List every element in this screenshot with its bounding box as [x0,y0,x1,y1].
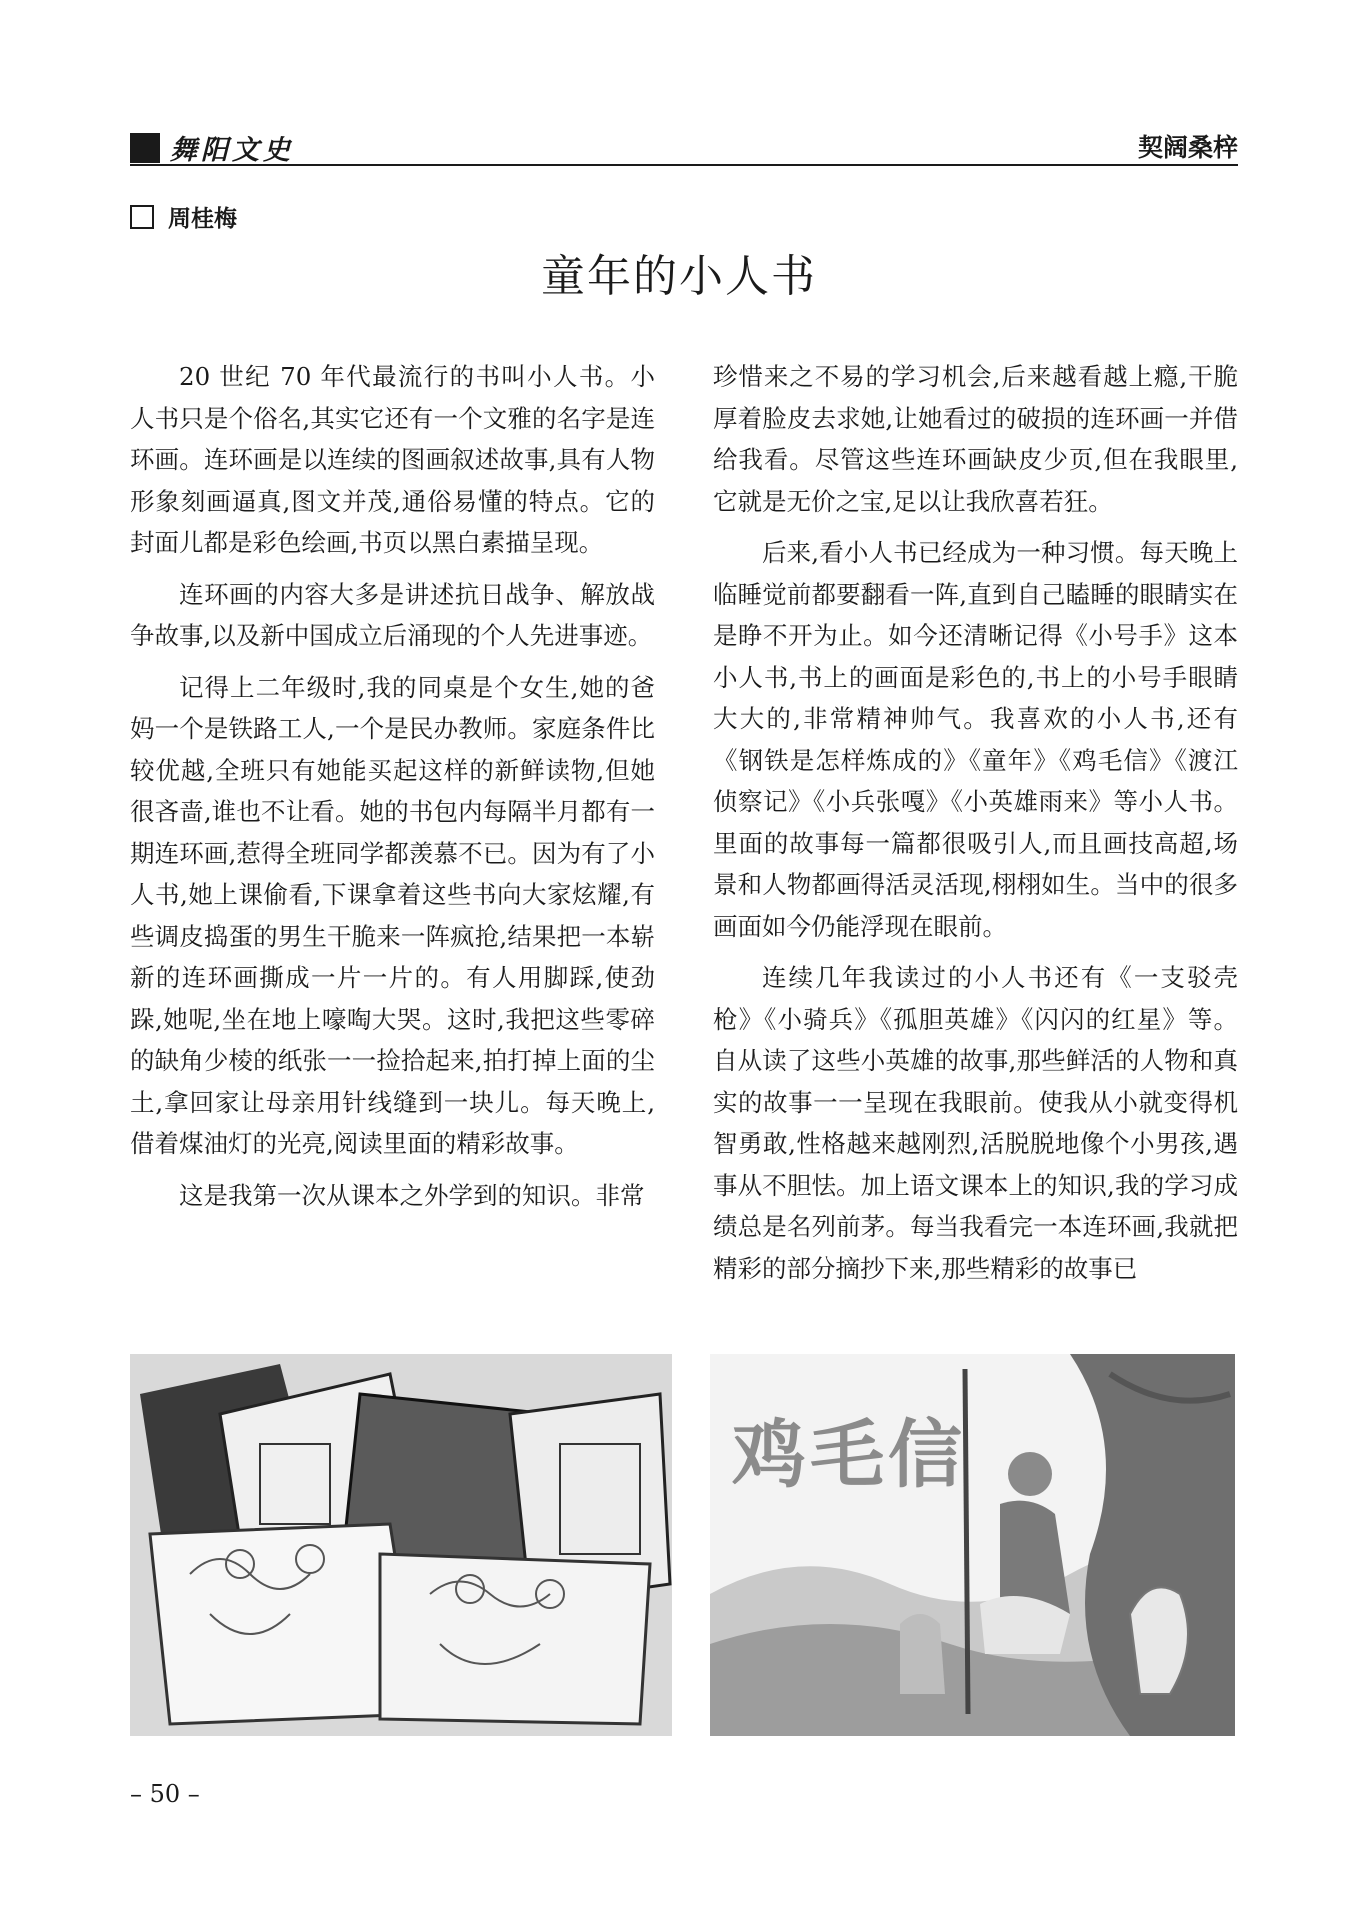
header-section [130,128,294,167]
author-box-icon [130,205,154,229]
page-number: – 50 – [130,1780,200,1808]
right-column [713,356,1238,1299]
paragraph: 后来,看小人书已经成为一种习惯。每天晚上临睡觉前都要翻看一阵,直到自己瞌睡的眼睛实在是睁不开为止。如今还清晰记得《小号手》这本小人书,书上的画面是彩色的,书上的小号手眼睛大大的,非常精神帅气。我喜欢的小人书,还有《钢铁是怎样炼成的》《童年》《鸡毛信》《渡江侦察记》《小兵张嘎》《小英雄雨来》等小人书。里面的故事每一篇都很吸引人,而且画技高超,场景和人物都画得活灵活现,栩栩如生。当中的很多画面如今仍能浮现在眼前。 [713,538,1238,941]
author-line [130,200,237,233]
paragraph: 记得上二年级时,我的同桌是个女生,她的爸妈一个是铁路工人,一个是民办教师。家庭条件比较优越,全班只有她能买起这样的新鲜读物,但她很吝啬,谁也不让看。她的书包内每隔半月都有一期连环画,惹得全班同学都羡慕不已。因为有了小人书,她上课偷看,下课拿着这些书向大家炫耀,有些调皮捣蛋的男生干脆来一阵疯抢,结果把一本崭新的连环画撕成一片一片的。有人用脚踩,使劲跺,她呢,坐在地上嚎啕大哭。这时,我把这些零碎的缺角少棱的纸张一一捡拾起来,拍打掉上面的尘土,拿回家让母亲用针线缝到一块儿。每天晚上,借着煤油灯的光亮,阅读里面的精彩故事。 [130,672,655,1158]
chicken-feather-letter-cover [710,1354,1235,1736]
cover-caption: 鸡毛信 [732,1412,966,1498]
paragraph: 这是我第一次从课本之外学到的知识。非常 [179,1180,645,1210]
section-title: 舞阳文史 [170,135,294,166]
section-square-icon [130,133,160,163]
left-column [130,356,655,1226]
header-divider [130,164,1238,166]
author-name: 周桂梅 [168,206,237,232]
article-title: 童年的小人书 [541,251,817,302]
paragraph: 连环画的内容大多是讲述抗日战争、解放战争故事,以及新中国成立后涌现的个人先进事迹。 [130,579,655,650]
comic-books-photo [130,1354,672,1736]
column-name: 契阔桑梓 [1137,133,1238,162]
comic-books-illustration [130,1354,672,1736]
paragraph: 珍惜来之不易的学习机会,后来越看越上瘾,干脆厚着脸皮去求她,让她看过的破损的连环画一并借给我看。尽管这些连环画缺皮少页,但在我眼里,它就是无价之宝,足以让我欣喜若狂。 [713,362,1238,516]
paragraph: 20 世纪 70 年代最流行的书叫小人书。小人书只是个俗名,其实它还有一个文雅的名字是连环画。连环画是以连续的图画叙述故事,具有人物形象刻画逼真,图文并茂,通俗易懂的特点。它的封面儿都是彩色绘画,书页以黑白素描呈现。 [130,362,655,557]
paragraph: 连续几年我读过的小人书还有《一支驳壳枪》《小骑兵》《孤胆英雄》《闪闪的红星》等。自从读了这些小英雄的故事,那些鲜活的人物和真实的故事一一呈现在我眼前。使我从小就变得机智勇敢,性格越来越刚烈,活脱脱地像个小男孩,遇事从不胆怯。加上语文课本上的知识,我的学习成绩总是名列前茅。每当我看完一本连环画,我就把精彩的部分摘抄下来,那些精彩的故事已 [713,963,1238,1283]
